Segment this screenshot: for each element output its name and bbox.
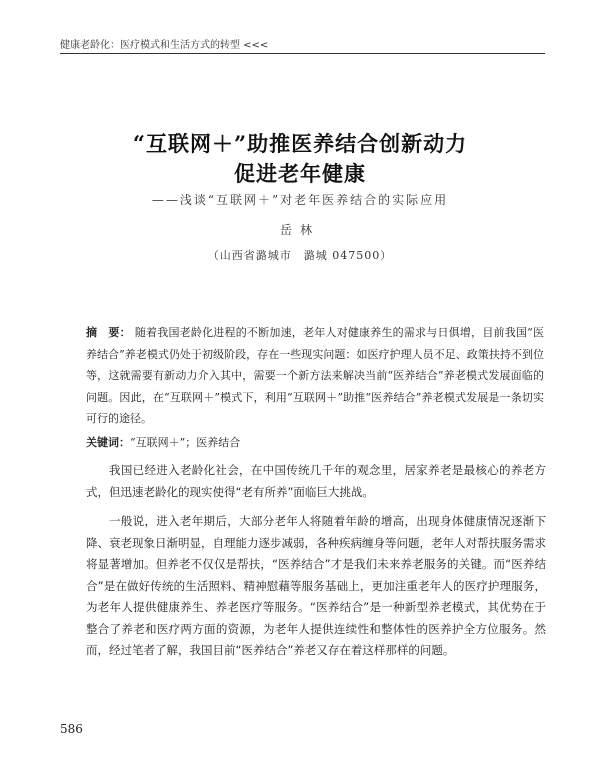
abstract-text: 随着我国老龄化进程的不断加速，老年人对健康养生的需求与日俱增，目前我国“医养结合”养老模式仍处于初级阶段，存在一些现实问题：如医疗护理人员不足、政策扶持不到位等，这就需要有新动力介入其中，需要一个新方法来解决当前“医养结合”养老模式发展面临的问题。因此，在“互联网＋”模式下，利用“互联网＋”助推“医养结合”养老模式发展是一条切实可行的途径。 <box>86 326 545 425</box>
keywords-text: “互联网＋”；医养结合 <box>130 436 241 449</box>
abstract <box>86 322 544 430</box>
author-name: 岳林 <box>279 223 320 237</box>
page-number: 586 <box>60 722 83 736</box>
author-affiliation: （山西省潞城市 潞城 047500） <box>207 249 393 262</box>
header-rule <box>60 53 545 54</box>
keywords-label: 关键词： <box>86 436 130 449</box>
paper-title-line-1: “互联网＋”助推医养结合创新动力 <box>132 131 468 156</box>
running-head: 健康老龄化：医疗模式和生活方式的转型 <<< <box>60 40 269 51</box>
keywords <box>86 434 544 450</box>
abstract-label: 摘 要： <box>86 326 131 339</box>
body-text <box>86 460 546 670</box>
body-paragraph-1: 我国已经进入老龄化社会，在中国传统几千年的观念里，居家养老是最核心的养老方式，但迅速老龄化的现实使得“老有所养”面临巨大挑战。 <box>86 463 546 499</box>
paper-subtitle: ——浅谈“互联网＋”对老年医养结合的实际应用 <box>151 193 449 207</box>
body-paragraph-2: 一般说，进入老年期后，大部分老年人将随着年龄的增高，出现身体健康情况逐渐下降、衰老现象日渐明显，自理能力逐步减弱，各种疾病缠身等问题，老年人对帮扶服务需求将显著增加。但养老不仅仅是帮扶，“医养结合”才是我们未来养老服务的关键。而“医养结合”是在做好传统的生活照料、精神慰藉等服务基础上，更加注重老年人的医疗护理服务，为老年人提供健康养生、养老医疗等服务。“医养结合”是一种新型养老模式，其优势在于整合了养老和医疗两方面的资源，为老年人提供连续性和整体性的医养护全方位服务。然而，经过笔者了解，我国目前“医养结合”养老又存在着这样那样的问题。 <box>86 514 546 657</box>
paper-title-line-2: 促进老年健康 <box>234 161 366 186</box>
